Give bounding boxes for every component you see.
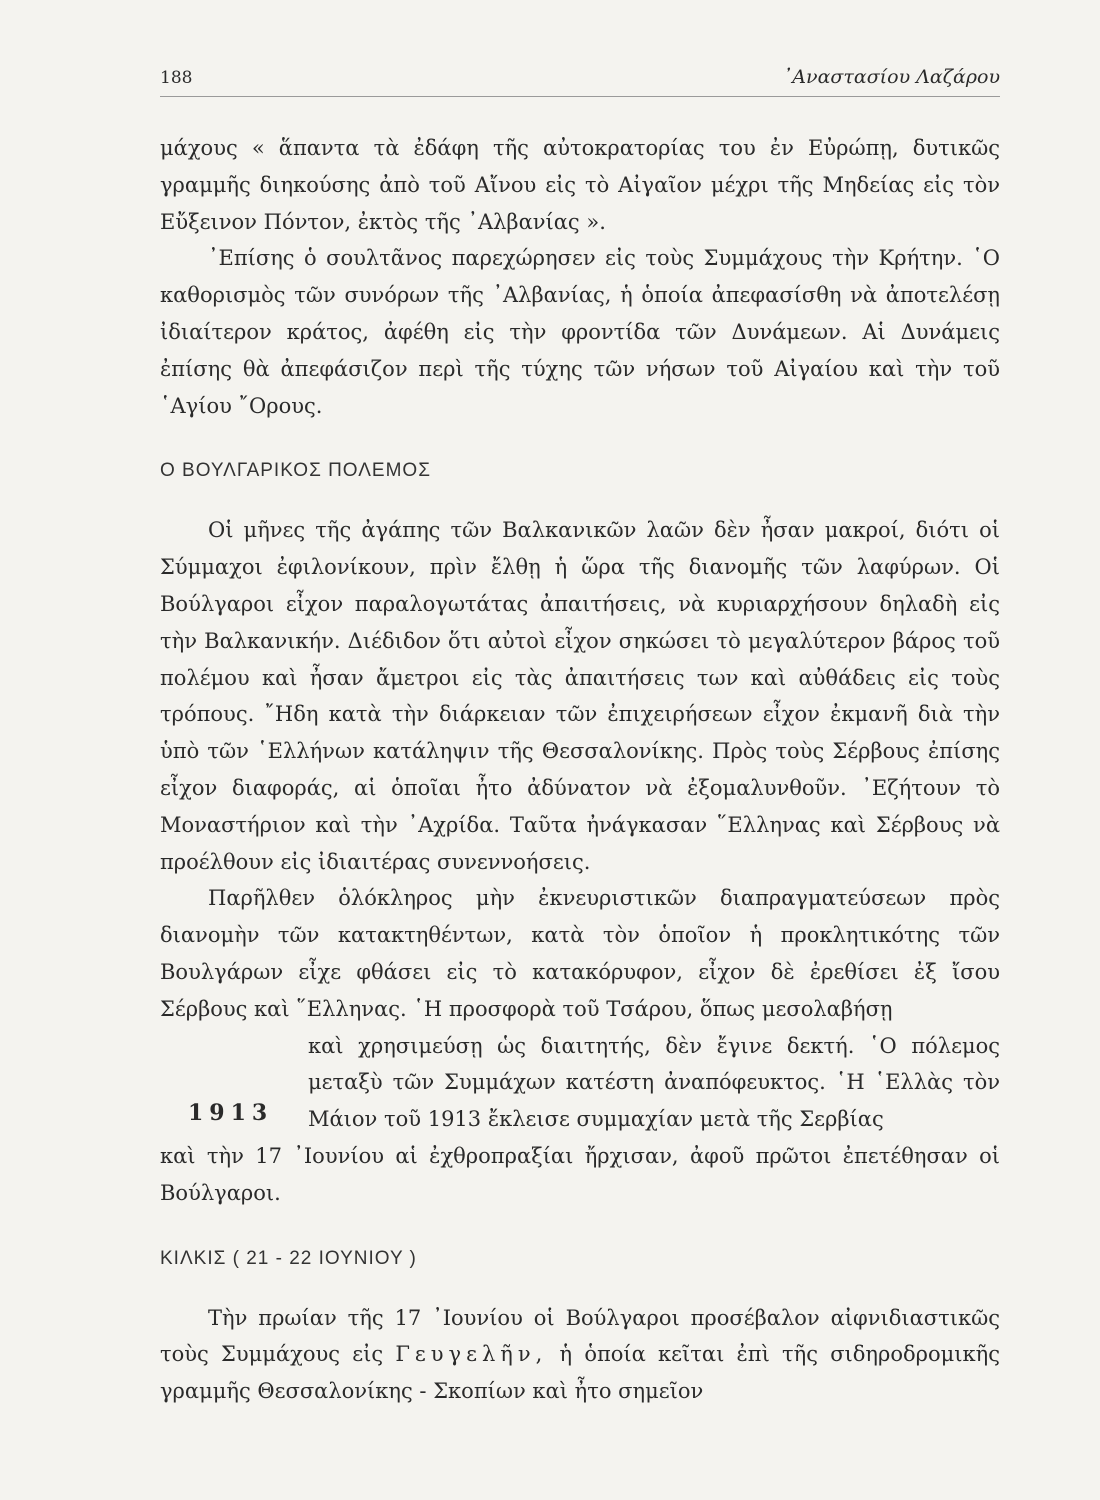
paragraph-2: ᾿Επίσης ὁ σουλτᾶνος παρεχώρησεν εἰς τοὺς Συμμάχους τὴν Κρήτην. ῾Ο καθορισμὸς τῶν συνόρων τῆς ᾿Αλβανίας, ἡ ὁποία ἀπεφασίσθη νὰ ἀποτελέσῃ ἰδιαίτερον κράτος, ἀφέθη εἰς τὴν φροντίδα τῶν Δυνάμεων. Αἱ Δυνάμεις ἐπίσης θὰ ἀπεφάσιζον περὶ τῆς τύχης τῶν νήσων τοῦ Αἰγαίου καὶ τὴν τοῦ ῾Αγίου ῎Ορους. <box>160 246 1000 418</box>
margin-year: 1913 <box>188 1099 274 1126</box>
page-header <box>160 62 1000 97</box>
paragraph-5-start: Τὴν πρωίαν τῆς 17 ᾿Ιουνίου οἱ Βούλγαροι προσέβαλον αἰφνιδιαστικῶς τοὺς Συμμάχους εἰς <box>160 1305 1000 1367</box>
margin-note-block <box>160 1028 1000 1138</box>
paragraph-4-continued: καὶ τὴν 17 ᾿Ιουνίου αἱ ἐχθροπραξίαι ἤρχισαν, ἀφοῦ πρῶτοι ἐπετέθησαν οἱ Βούλγαροι. <box>160 1143 1000 1205</box>
section-heading-kilkis: ΚΙΛΚΙΣ ( 21 - 22 ΙΟΥΝΙΟΥ ) <box>160 1247 417 1269</box>
paragraph-5-end: ἡ ὁποία κεῖται ἐπὶ τῆς σιδηροδρομικῆς γραμμῆς Θεσσαλονίκης - Σκοπίων καὶ ἦτο σημεῖον <box>160 1342 1000 1404</box>
paragraph-4-margin-part: καὶ χρησιμεύσῃ ὡς διαιτητής, δὲν ἔγινε δεκτή. ῾Ο πόλεμος μεταξὺ τῶν Συμμάχων κατέστη ἀναπόφευκτος. ῾Η ῾Ελλὰς τὸν Μάιον τοῦ 1913 ἔκλεισε συμμαχίαν μετὰ τῆς Σερβίας <box>308 1033 1000 1132</box>
paragraph-3: Οἱ μῆνες τῆς ἀγάπης τῶν Βαλκανικῶν λαῶν δὲν ἦσαν μακροί, διότι οἱ Σύμμαχοι ἐφιλονίκουν, πρὶν ἔλθῃ ἡ ὥρα τῆς διανομῆς τῶν λαφύρων. Οἱ Βούλγαροι εἶχον παραλογωτάτας ἀπαιτήσεις, νὰ κυριαρχήσουν δηλαδὴ εἰς τὴν Βαλκανικήν. Διέδιδον ὅτι αὐτοὶ εἶχον σηκώσει τὸ μεγαλύτερον βάρος τοῦ πολέμου καὶ ἦσαν ἄμετροι εἰς τὰς ἀπαιτήσεις των καὶ αὐθάδεις εἰς τοὺς τρόπους. ῎Ηδη κατὰ τὴν διάρκειαν τῶν ἐπιχειρήσεων εἶχον ἐκμανῆ διὰ τὴν ὑπὸ τῶν ῾Ελλήνων κατάληψιν τῆς Θεσσαλονίκης. Πρὸς τοὺς Σέρβους ἐπίσης εἶχον διαφοράς, αἱ ὁποῖαι ἦτο ἀδύνατον νὰ ἐξομαλυνθοῦν. ᾿Εζήτουν τὸ Μοναστήριον καὶ τὴν ᾿Αχρίδα. Ταῦτα ἠνάγκασαν ῞Ελληνας καὶ Σέρβους νὰ προέλθουν εἰς ἰδιαιτέρας συνεννοήσεις. <box>160 518 1000 874</box>
section-heading-bulgarian-war: Ο ΒΟΥΛΓΑΡΙΚΟΣ ΠΟΛΕΜΟΣ <box>160 460 431 482</box>
paragraph-4: Παρῆλθεν ὁλόκληρος μὴν ἐκνευριστικῶν διαπραγματεύσεων πρὸς διανομὴν τῶν κατακτηθέντων, κατὰ τὸν ὁποῖον ἡ προκλητικότης τῶν Βουλγάρων εἶχε φθάσει εἰς τὸ κατακόρυφον, εἶχον δὲ ἐρεθίσει ἐξ ἴσου Σέρβους καὶ ῞Ελληνας. ῾Η προσφορὰ τοῦ Τσάρου, ὅπως μεσολαβήσῃ <box>160 886 1000 1021</box>
page-body <box>160 130 1000 1410</box>
page-number: 188 <box>160 68 193 88</box>
paragraph-1: μάχους « ἅπαντα τὰ ἐδάφη τῆς αὐτοκρατορίας του ἐν Εὐρώπῃ, δυτικῶς γραμμῆς διηκούσης ἀπὸ τοῦ Αἴνου εἰς τὸ Αἰγαῖον μέχρι τῆς Μηδείας εἰς τὸν Εὔξεινον Πόντον, ἐκτὸς τῆς ᾿Αλβανίας ». <box>160 136 1000 234</box>
running-head: ᾿Αναστασίου Λαζάρου <box>782 66 1000 88</box>
paragraph-5 <box>160 1300 1000 1410</box>
place-name-gevgelija: Γευγελῆν, <box>395 1342 548 1367</box>
